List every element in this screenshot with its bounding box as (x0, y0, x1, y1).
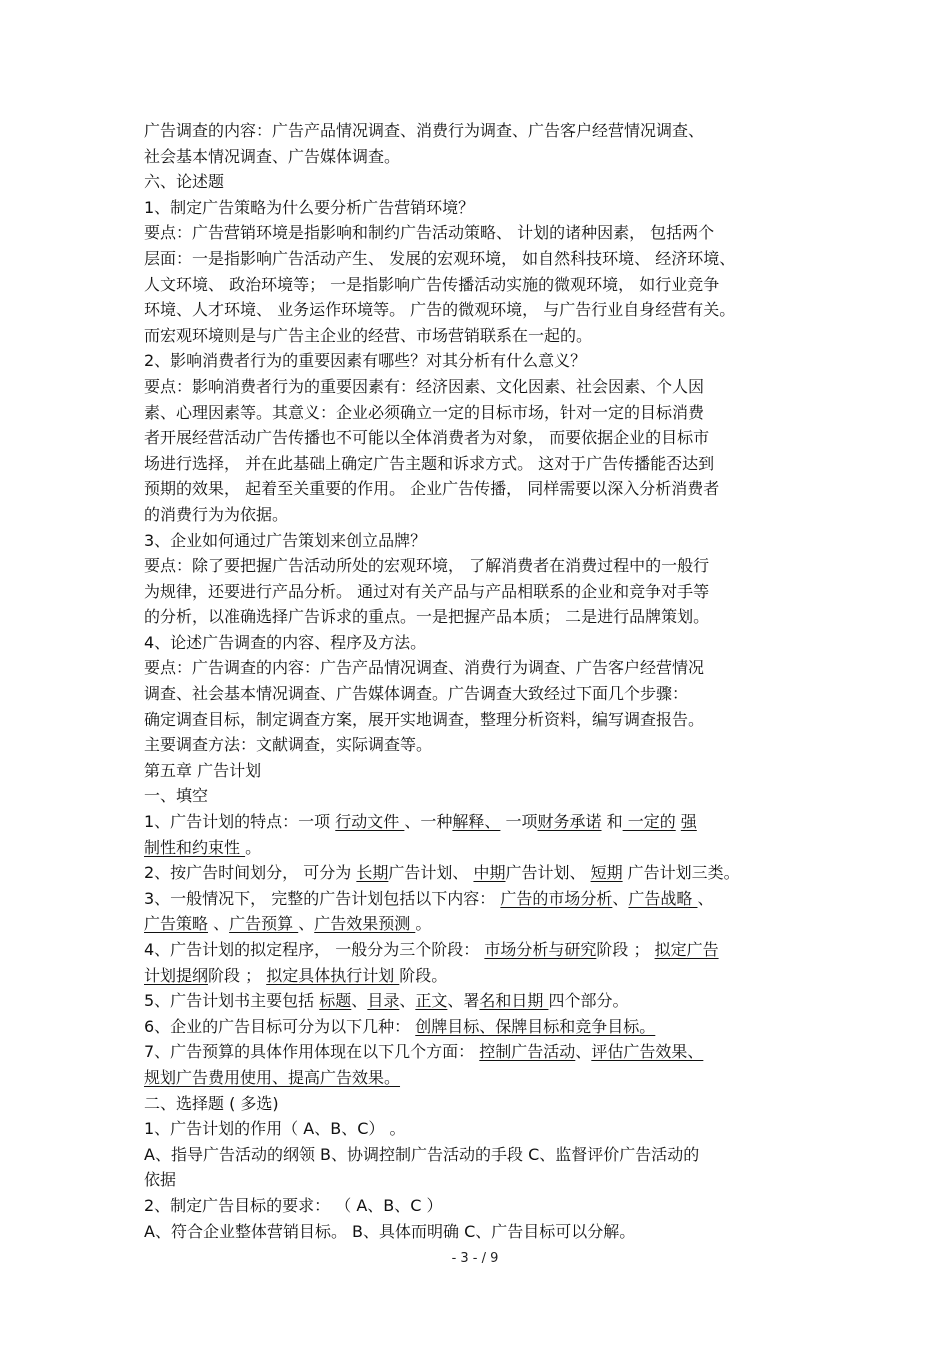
text-segment: 、 (697, 888, 714, 908)
text-line (144, 195, 816, 221)
answer-blank-text: 市场分析与研究 (484, 940, 597, 959)
answer-blank-text: 规划广告费用使用、提高广告效果。 (144, 1067, 401, 1087)
text-segment: 素、心理因素等。其意义：企业必须确立一定的目标市场，针对一定的目标消费 (144, 402, 705, 422)
text-line (144, 1091, 816, 1117)
text-segment: 社会基本情况调查、广告媒体调查。 (144, 146, 401, 166)
answer-blank-text: 一定的 (622, 812, 676, 832)
text-segment: 确定调查目标，制定调查方案，展开实地调查，整理分析资料，编写调查报告。 (144, 709, 705, 729)
text-segment: 四个部分。 (548, 991, 629, 1011)
text-segment: 二、选择题 ( 多选) (144, 1093, 279, 1113)
text-segment: 广告调查的内容：广告产品情况调查、消费行为调查、广告客户经营情况调查、 (144, 121, 705, 140)
text-segment: 1、制定广告策略为什么要分析广告营销环境？ (144, 197, 475, 217)
answer-blank-text: 强 (680, 812, 697, 832)
text-line (144, 809, 816, 835)
text-line (144, 297, 816, 323)
answer-blank-text: 广告效果预测 (314, 914, 416, 934)
text-line (144, 220, 816, 246)
text-segment: 一、填空 (144, 786, 209, 806)
text-segment: 环境、人才环境、 业务运作环境等。 广告的微观环境， 与广告行业自身经营有关。 (144, 300, 736, 320)
text-segment: 、 (351, 991, 368, 1011)
text-line (144, 118, 816, 144)
answer-blank-text: 解释、 (452, 812, 501, 832)
text-segment: 第五章 广告计划 (144, 760, 262, 780)
text-line (144, 1116, 816, 1142)
text-segment: 六、论述题 (144, 172, 225, 192)
text-line (144, 963, 816, 989)
text-line (144, 886, 816, 912)
text-segment: 1、广告计划的作用（ A、B、C） 。 (144, 1119, 406, 1139)
text-line (144, 630, 816, 656)
text-segment: 、署 (447, 991, 480, 1011)
text-line (144, 246, 816, 272)
text-segment: 要点：广告调查的内容：广告产品情况调查、消费行为调查、广告客户经营情况 (144, 658, 705, 678)
answer-blank-text: 控制广告活动 (479, 1042, 576, 1062)
text-line (144, 835, 816, 861)
text-segment: 4、广告计划的拟定程序， 一般分为三个阶段： (144, 940, 485, 959)
text-line (144, 783, 816, 809)
answer-blank-text: 目录 (367, 991, 400, 1011)
text-segment: 。 (245, 837, 262, 857)
answer-blank-text: 广告战略 (628, 888, 698, 908)
text-segment: A、指导广告活动的纲领 B、协调控制广告活动的手段 C、监督评价广告活动的 (144, 1144, 700, 1164)
answer-blank-text: 财务承诺 (537, 812, 602, 832)
text-line (144, 425, 816, 451)
text-line (144, 860, 816, 886)
text-line (144, 579, 816, 605)
body-text (144, 118, 816, 1244)
text-segment: 要点：除了要把握广告活动所处的宏观环境， 了解消费者在消费过程中的一般行 (144, 556, 710, 576)
text-segment: 、 (612, 888, 629, 908)
answer-blank-text: 标题 (319, 991, 352, 1011)
text-line (144, 732, 816, 758)
page-number: - 3 - / 9 (451, 1251, 499, 1266)
text-line (144, 1065, 816, 1091)
text-line (144, 272, 816, 298)
text-segment: 5、广告计划书主要包括 (144, 991, 320, 1011)
text-segment: 6、企业的广告目标可分为以下几种： (144, 1016, 416, 1036)
text-segment: 的消费行为为依据。 (144, 504, 289, 524)
text-segment: 的分析，以准确选择广告诉求的重点。一是把握产品本质； 二是进行品牌策划。 (144, 607, 710, 627)
text-line (144, 144, 816, 170)
text-segment: 1、广告计划的特点：一项 (144, 812, 336, 832)
text-line (144, 911, 816, 937)
text-line (144, 374, 816, 400)
text-segment: 4、论述广告调查的内容、程序及方法。 (144, 632, 427, 652)
text-segment: 阶段 ； (208, 965, 267, 985)
text-line (144, 323, 816, 349)
text-line (144, 604, 816, 630)
text-line (144, 400, 816, 426)
answer-blank-text: 拟定具体执行计划 (266, 965, 400, 985)
text-segment: 2、影响消费者行为的重要因素有哪些？对其分析有什么意义？ (144, 351, 587, 371)
answer-blank-text: 行动文件 (335, 812, 405, 832)
text-line (144, 937, 816, 963)
text-line (144, 1014, 816, 1040)
text-segment: 3、一般情况下， 完整的广告计划包括以下内容： (144, 888, 501, 908)
answer-blank-text: 计划提纲 (144, 965, 209, 985)
text-segment: 人文环境、 政治环境等； 一是指影响广告传播活动实施的微观环境， 如行业竞争 (144, 274, 720, 294)
text-line (144, 502, 816, 528)
answer-blank-text: 广告的市场分析 (500, 888, 613, 908)
text-segment: 阶段。 (399, 965, 448, 985)
text-segment: A、符合企业整体营销目标。 B、具体而明确 C、广告目标可以分解。 (144, 1221, 636, 1241)
answer-blank-text: 名和日期 (479, 991, 549, 1011)
text-line (144, 1219, 816, 1245)
text-segment: 依据 (144, 1170, 177, 1190)
text-segment: 、 (298, 914, 315, 934)
answer-blank-text: 制性和约束性 (144, 837, 246, 857)
text-segment: 2、制定广告目标的要求： （ A、B、C ） (144, 1195, 443, 1215)
text-segment: 调查、社会基本情况调查、广告媒体调查。广告调查大致经过下面几个步骤： (144, 684, 689, 704)
text-segment: 、 (575, 1042, 592, 1062)
text-segment: 。 (415, 914, 432, 934)
text-segment: 、一种 (404, 812, 453, 832)
text-segment: 而宏观环境则是与广告主企业的经营、市场营销联系在一起的。 (144, 325, 593, 345)
answer-blank-text: 评估广告效果、 (591, 1042, 704, 1062)
answer-blank-text: 正文 (415, 991, 448, 1011)
text-segment: 2、按广告时间划分， 可分为 (144, 863, 357, 883)
text-line (144, 1142, 816, 1168)
text-line (144, 707, 816, 733)
text-line (144, 451, 816, 477)
text-segment: 要点：广告营销环境是指影响和制约广告活动策略、 计划的诸种因素， 包括两个 (144, 223, 715, 243)
text-segment: 广告计划、 (388, 863, 474, 883)
text-segment: 广告计划三类。 (622, 863, 740, 883)
text-line (144, 1193, 816, 1219)
text-segment: 阶段 ； (596, 940, 655, 959)
text-line (144, 553, 816, 579)
answer-blank-text: 拟定广告 (654, 940, 719, 959)
text-segment: 、 (208, 914, 230, 934)
text-segment: 7、广告预算的具体作用体现在以下几个方面： (144, 1042, 480, 1062)
text-line (144, 1039, 816, 1065)
text-segment: 预期的效果， 起着至关重要的作用。 企业广告传播， 同样需要以深入分析消费者 (144, 479, 720, 499)
text-line (144, 169, 816, 195)
text-segment: 者开展经营活动广告传播也不可能以全体消费者为对象， 而要依据企业的目标市 (144, 428, 710, 448)
text-segment: 和 (601, 812, 623, 832)
answer-blank-text: 广告预算 (229, 914, 299, 934)
text-line (144, 476, 816, 502)
answer-blank-text: 短期 (590, 863, 623, 883)
text-segment: 主要调查方法：文献调查，实际调查等。 (144, 735, 433, 755)
text-line (144, 655, 816, 681)
text-segment: 场进行选择， 并在此基础上确定广告主题和诉求方式。 这对于广告传播能否达到 (144, 453, 715, 473)
answer-blank-text: 中期 (473, 863, 506, 883)
text-segment: 广告计划、 (505, 863, 591, 883)
text-line (144, 988, 816, 1014)
text-segment: 一项 (500, 812, 538, 832)
text-line (144, 758, 816, 784)
text-line (144, 1167, 816, 1193)
answer-blank-text: 长期 (356, 863, 389, 883)
text-line (144, 528, 816, 554)
text-segment: 要点：影响消费者行为的重要因素有：经济因素、文化因素、社会因素、个人因 (144, 376, 705, 396)
text-segment: 层面：一是指影响广告活动产生、 发展的宏观环境， 如自然科技环境、 经济环境、 (144, 248, 736, 268)
text-segment: 为规律，还要进行产品分析。 通过对有关产品与产品相联系的企业和竞争对手等 (144, 581, 710, 601)
text-line (144, 348, 816, 374)
text-segment: 3、企业如何通过广告策划来创立品牌？ (144, 530, 427, 550)
answer-blank-text: 创牌目标、保牌目标和竞争目标。 (415, 1016, 656, 1036)
text-line (144, 681, 816, 707)
text-segment: 、 (399, 991, 416, 1011)
answer-blank-text: 广告策略 (144, 914, 209, 934)
